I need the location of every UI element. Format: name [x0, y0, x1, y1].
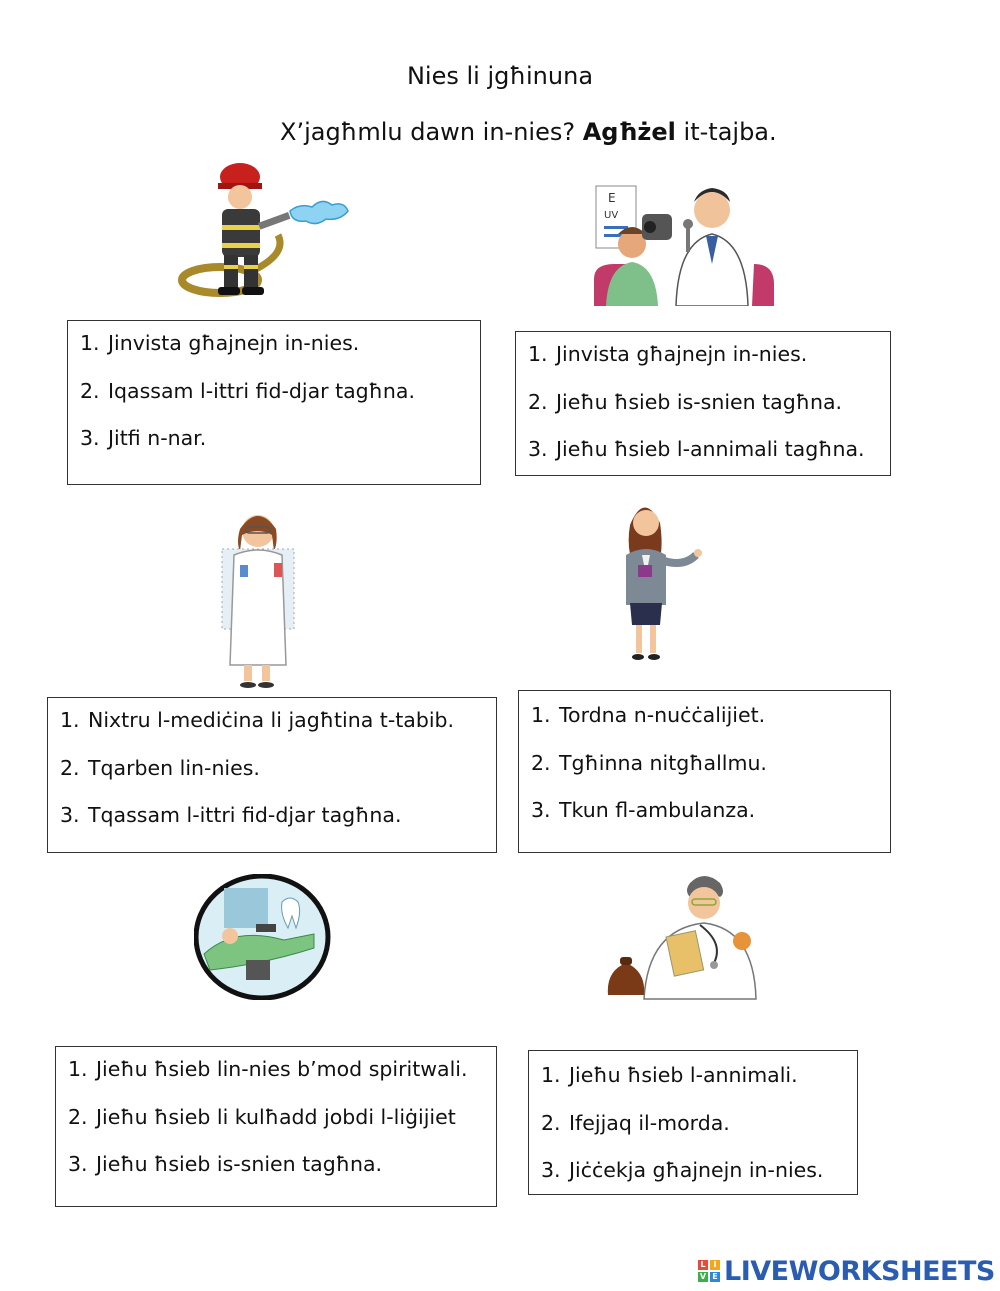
option-2[interactable]: 2. Tqarben lin-nies.	[60, 756, 260, 780]
doctor-picture	[604, 873, 764, 1003]
instruction-line	[280, 118, 777, 146]
instruction-question: X’jagħmlu dawn in-nies?	[280, 118, 576, 146]
option-2[interactable]: 2. Jieħu ħsieb is-snien tagħna.	[528, 390, 843, 414]
question-4-options	[518, 690, 891, 853]
option-3[interactable]: 3. Tkun fl-ambulanza.	[531, 798, 756, 822]
option-2[interactable]: 2. Iqassam l-ittri fid-djar tagħna.	[80, 379, 415, 403]
option-1[interactable]: 1. Tordna n-nuċċalijiet.	[531, 703, 766, 727]
firefighter-picture	[178, 155, 353, 300]
question-5-options	[55, 1046, 497, 1207]
instruction-bold-word: Agħżel	[582, 118, 676, 146]
question-2-options	[515, 331, 891, 476]
option-3[interactable]: 3. Jieħu ħsieb l-annimali tagħna.	[528, 437, 865, 461]
svg-text:UV: UV	[604, 210, 619, 221]
optometrist-picture	[594, 184, 779, 306]
svg-text:E: E	[608, 191, 616, 205]
option-1[interactable]: 1. Nixtru l-mediċina li jagħtina t-tabib.	[60, 708, 455, 732]
logo-text: LIVEWORKSHEETS	[724, 1255, 995, 1287]
logo-mark-icon: L I V E	[698, 1260, 720, 1282]
option-2[interactable]: 2. Jieħu ħsieb li kulħadd jobdi l-liġijiet	[68, 1105, 456, 1129]
option-3[interactable]: 3. Jieħu ħsieb is-snien tagħna.	[68, 1152, 383, 1176]
question-6-options	[528, 1050, 858, 1195]
option-3[interactable]: 3. Jitfi n-nar.	[80, 426, 207, 450]
option-3[interactable]: 3. Tqassam l-ittri fid-djar tagħna.	[60, 803, 402, 827]
option-1[interactable]: 1. Jieħu ħsieb l-annimali.	[541, 1063, 798, 1087]
option-2[interactable]: 2. Ifejjaq il-morda.	[541, 1111, 730, 1135]
option-3[interactable]: 3. Jiċċekja għajnejn in-nies.	[541, 1158, 824, 1182]
option-1[interactable]: 1. Jieħu ħsieb lin-nies b’mod spiritwali.	[68, 1057, 468, 1081]
pharmacist-picture	[218, 505, 303, 690]
dentist-picture	[194, 874, 332, 1000]
option-1[interactable]: 1. Jinvista għajnejn in-nies.	[80, 331, 360, 355]
option-1[interactable]: 1. Jinvista għajnejn in-nies.	[528, 342, 808, 366]
question-1-options	[67, 320, 481, 485]
worksheet-title: Nies li jgħinuna	[406, 62, 594, 90]
instruction-tail: it-tajba.	[683, 118, 777, 146]
option-2[interactable]: 2. Tgħinna nitgħallmu.	[531, 751, 767, 775]
teacher-picture	[616, 495, 704, 663]
question-3-options	[47, 697, 497, 853]
liveworksheets-logo	[698, 1254, 995, 1288]
